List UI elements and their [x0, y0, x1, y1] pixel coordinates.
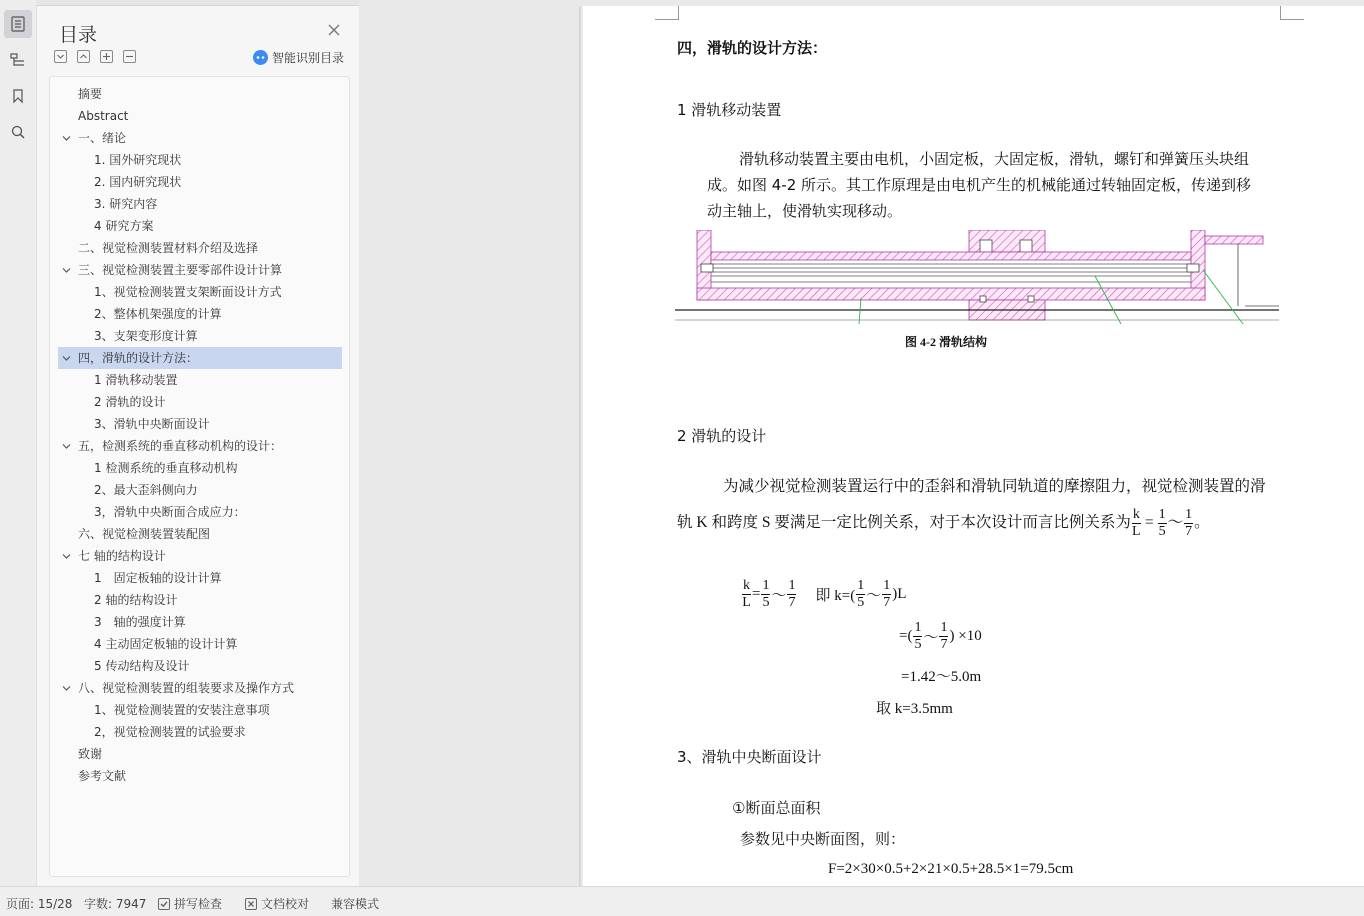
toc-item[interactable]	[58, 743, 342, 765]
toc-item[interactable]	[58, 281, 342, 303]
chevron-down-icon[interactable]	[62, 442, 71, 451]
toc-item-label: 3，滑轨中央断面合成应力：	[94, 505, 246, 519]
toc-item[interactable]	[58, 215, 342, 237]
add-heading-icon[interactable]	[100, 50, 113, 63]
toc-item-label: 五，检测系统的垂直移动机构的设计：	[78, 439, 283, 453]
toc-item-label: 1 检测系统的垂直移动机构	[94, 461, 238, 475]
toc-item[interactable]	[58, 567, 342, 589]
compat-mode[interactable]: 兼容模式	[331, 897, 380, 911]
toc-item[interactable]	[58, 677, 342, 699]
paragraph-line: 为减少视觉检测装置运行中的歪斜和滑轨同轨道的摩擦阻力，视觉检测装置的滑	[723, 478, 1266, 495]
toc-item[interactable]	[58, 303, 342, 325]
toc-item-label: 1 固定板轴的设计计算	[94, 571, 222, 585]
toc-item-label: 2、最大歪斜侧向力	[94, 483, 198, 497]
toc-item-label: 2. 国内研究现状	[94, 175, 182, 189]
toc-item-label: 1、视觉检测装置支架断面设计方式	[94, 285, 282, 299]
toc-list-container	[49, 76, 350, 877]
toc-item-label: 八、视觉检测装置的组装要求及操作方式	[78, 681, 295, 695]
toc-item[interactable]	[58, 369, 342, 391]
paragraph-line: 参数见中央断面图，则：	[740, 830, 906, 848]
checkbox-icon	[158, 898, 170, 910]
bookmark-icon[interactable]	[4, 82, 32, 110]
chevron-down-icon[interactable]	[62, 266, 71, 275]
list-item: ①断面总面积	[732, 799, 821, 817]
toc-item[interactable]	[58, 479, 342, 501]
toc-item[interactable]	[58, 611, 342, 633]
toc-item[interactable]	[58, 391, 342, 413]
toc-item-label: 2、整体机架强度的计算	[94, 307, 222, 321]
outline-icon[interactable]	[4, 46, 32, 74]
remove-heading-icon[interactable]	[123, 50, 136, 63]
toc-item-label: 1. 国外研究现状	[94, 153, 182, 167]
toc-item-label: 三、视觉检测装置主要零部件设计计算	[78, 263, 283, 277]
page-count[interactable]: 页面: 15/28	[6, 897, 73, 911]
crop-mark	[655, 6, 679, 20]
spell-check-label: 拼写检查	[174, 897, 223, 911]
formula-line-1: $\frac{k}{L}$ = $\frac{1}{5}$ ～ $\frac{1}{7}$ 即 k=( $\frac{1}{5}$ ～ $\frac{1}{7}$ )L	[742, 578, 907, 610]
toc-item[interactable]	[58, 545, 342, 567]
toc-item[interactable]	[58, 699, 342, 721]
paragraph-line-with-ratio: 轨 K 和跨度 S 要满足一定比例关系，对于本次设计而言比例关系为 $\frac{k}{L}$ = $\frac{1}{5}$ ～ $\frac{1}{7}$ 。	[677, 505, 1210, 541]
toc-item[interactable]	[58, 435, 342, 457]
toc-item[interactable]	[58, 237, 342, 259]
document-page[interactable]	[583, 6, 1364, 886]
paragraph-text: 轨 K 和跨度 S 要满足一定比例关系，对于本次设计而言比例关系为	[677, 514, 1131, 531]
toc-item-label: 3 轴的强度计算	[94, 615, 186, 629]
toc-item[interactable]	[58, 633, 342, 655]
section-heading: 四，滑轨的设计方法：	[677, 41, 828, 57]
proofread-button[interactable]	[245, 895, 309, 912]
expand-all-icon[interactable]	[54, 50, 67, 63]
paragraph-line: 成。如图 4-2 所示。其工作原理是由电机产生的机械能通过转轴固定板，传递到移	[707, 176, 1252, 194]
toc-panel-icon[interactable]	[4, 10, 32, 38]
toc-item-label: Abstract	[78, 109, 129, 123]
chevron-down-icon[interactable]	[62, 684, 71, 693]
crop-mark	[1280, 6, 1304, 20]
smart-toc-label: 智能识别目录	[272, 51, 345, 65]
toc-item-label: 2 滑轨的设计	[94, 395, 166, 409]
collapse-all-icon[interactable]	[77, 50, 90, 63]
fraction-k-over-L: $\frac{k}{L}$	[1132, 506, 1141, 539]
fraction-one-fifth: $\frac{1}{5}$	[1158, 506, 1166, 539]
formula-line-2: =( $\frac{1}{5}$ ～ $\frac{1}{7}$ ) ×10	[899, 620, 982, 652]
toc-item-label: 1、视觉检测装置的安装注意事项	[94, 703, 270, 717]
close-icon[interactable]	[327, 22, 341, 36]
toc-item[interactable]	[58, 501, 342, 523]
chevron-down-icon[interactable]	[62, 354, 71, 363]
toc-panel	[36, 6, 359, 886]
search-icon[interactable]	[4, 118, 32, 146]
area-formula: F=2×30×0.5+2×21×0.5+28.5×1=79.5cm	[828, 861, 1074, 877]
word-count[interactable]: 字数: 7947	[84, 897, 147, 911]
toc-item-label: 4 主动固定板轴的设计计算	[94, 637, 238, 651]
toc-item[interactable]	[58, 193, 342, 215]
toc-item[interactable]	[58, 259, 342, 281]
chevron-down-icon[interactable]	[62, 134, 71, 143]
toc-item-label: 致谢	[78, 747, 103, 761]
fraction-one-seventh: $\frac{1}{7}$	[1185, 506, 1193, 539]
toc-item-label: 3. 研究内容	[94, 197, 158, 211]
figure-caption: 图 4-2 滑轨结构	[905, 335, 987, 349]
toc-item[interactable]	[58, 347, 342, 369]
toc-item-label: 3、支架变形度计算	[94, 329, 198, 343]
spell-check-button[interactable]	[158, 895, 222, 912]
paragraph-line: 滑轨移动装置主要由电机，小固定板，大固定板，滑轨，螺钉和弹簧压头块组	[739, 150, 1250, 168]
toc-item-label: 四，滑轨的设计方法：	[78, 351, 199, 365]
side-icon-strip	[0, 0, 36, 886]
toc-item[interactable]	[58, 171, 342, 193]
toc-item-label: 二、视觉检测装置材料介绍及选择	[78, 241, 259, 255]
toc-item-label: 一、绪论	[78, 131, 127, 145]
subsection-heading-1: 1 滑轨移动装置	[677, 101, 782, 119]
rail-structure-figure	[675, 230, 1281, 324]
formula-result: =1.42～5.0m	[901, 669, 982, 685]
paragraph-line: 动主轴上，使滑轨实现移动。	[707, 202, 903, 220]
toc-item-label: 2 轴的结构设计	[94, 593, 178, 607]
toc-item[interactable]	[58, 655, 342, 677]
chevron-down-icon[interactable]	[62, 552, 71, 561]
formula-choice: 取 k=3.5mm	[876, 701, 953, 717]
toc-item[interactable]	[58, 457, 342, 479]
subsection-heading-2: 2 滑轨的设计	[677, 427, 767, 445]
toc-item[interactable]	[58, 325, 342, 347]
toc-item[interactable]	[58, 523, 342, 545]
toc-title: 目录	[59, 24, 98, 46]
toc-item-label: 1 滑轨移动装置	[94, 373, 178, 387]
smart-toc-button[interactable]	[253, 49, 344, 66]
smart-robot-icon	[253, 50, 268, 65]
toc-item-label: 摘要	[78, 87, 103, 101]
toc-item[interactable]	[58, 83, 342, 105]
toc-item-label: 六、视觉检测装置装配图	[78, 527, 211, 541]
toc-item[interactable]	[58, 127, 342, 149]
toc-item[interactable]	[58, 765, 342, 787]
toc-item[interactable]	[58, 149, 342, 171]
toc-item-label: 3、滑轨中央断面设计	[94, 417, 210, 431]
toc-item[interactable]	[58, 105, 342, 127]
toc-item-label: 4 研究方案	[94, 219, 154, 233]
proofread-label: 文档校对	[261, 897, 310, 911]
subsection-heading-3: 3、滑轨中央断面设计	[677, 748, 822, 766]
toc-list	[58, 83, 342, 787]
toc-item-label: 5 传动结构及设计	[94, 659, 190, 673]
status-bar	[0, 886, 1364, 916]
toc-item-label: 七 轴的结构设计	[78, 549, 166, 563]
toc-item-label: 2，视觉检测装置的试验要求	[94, 725, 246, 739]
toc-item[interactable]	[58, 413, 342, 435]
proofread-icon	[245, 898, 257, 910]
toc-item-label: 参考文献	[78, 769, 127, 783]
toc-item[interactable]	[58, 589, 342, 611]
toc-toolbar	[54, 50, 136, 63]
toc-item[interactable]	[58, 721, 342, 743]
